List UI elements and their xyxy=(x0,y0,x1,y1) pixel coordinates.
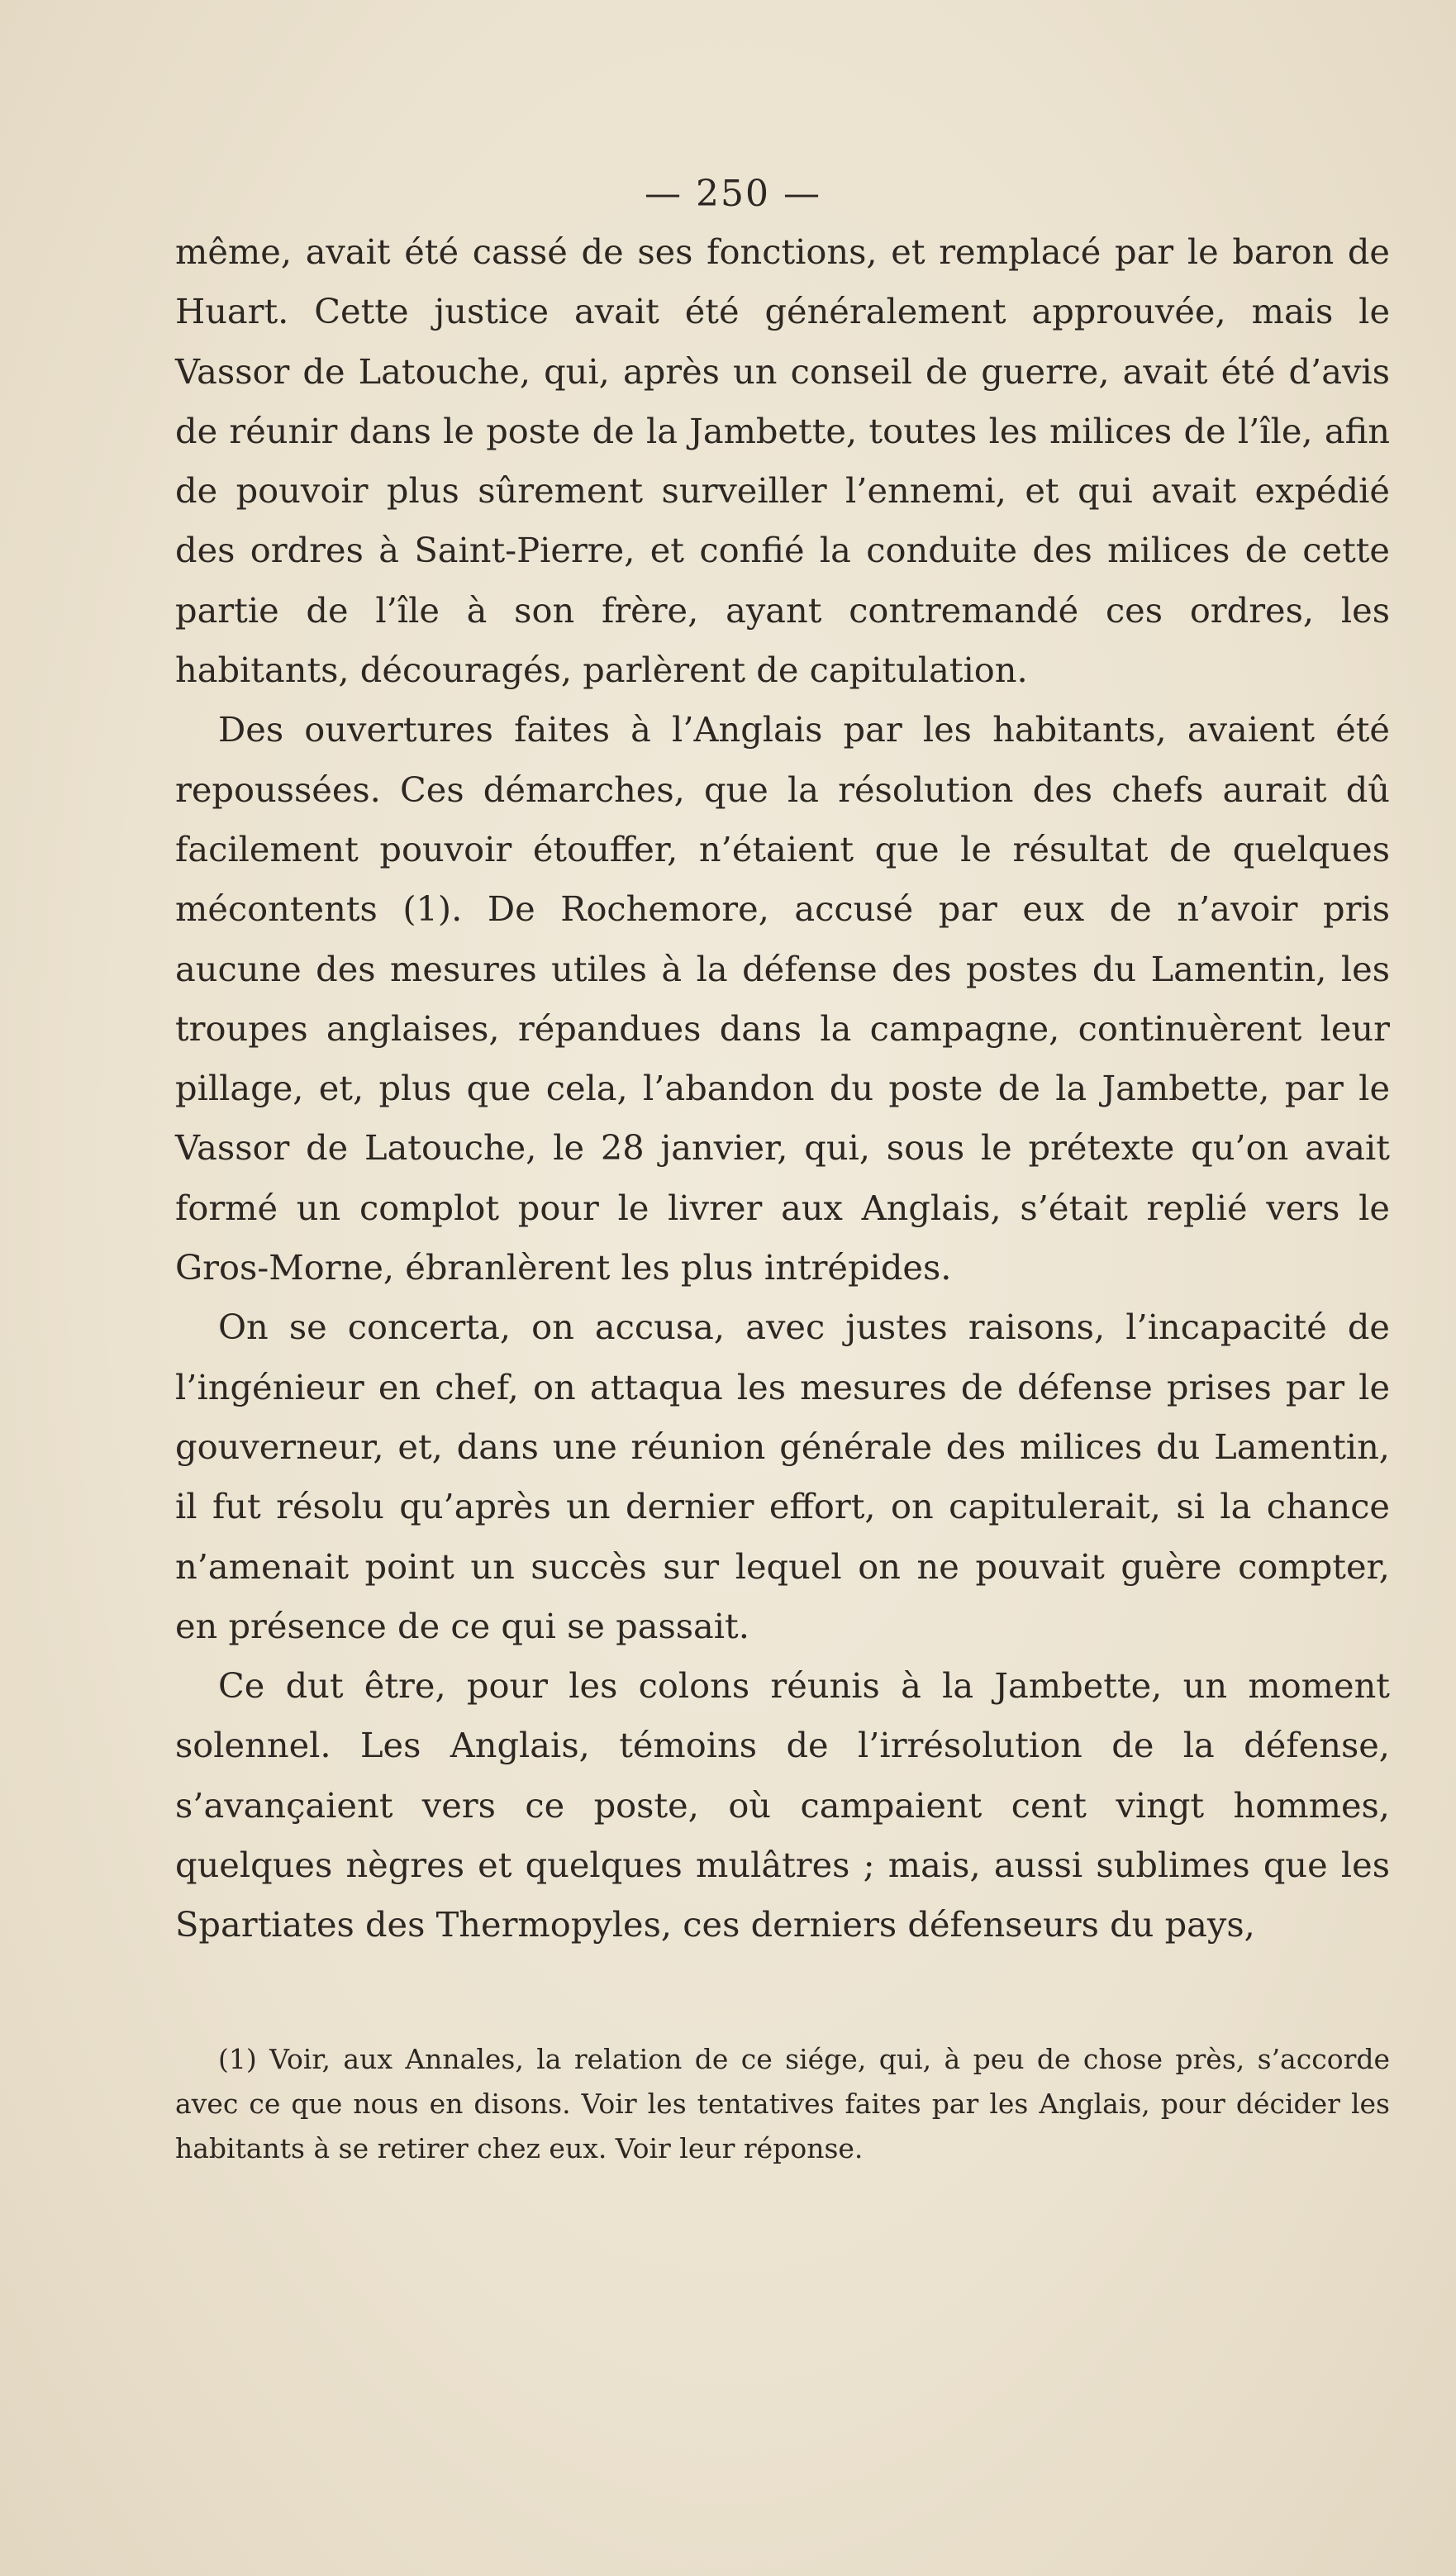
paragraph-2: Des ouvertures faites à l’Anglais par les habitants, avaient été repoussées. Ces démarches, que la résolution des chefs aurait dû facilement pouvoir étouffer, n’étaient que le résultat de quelques mécontents (1). De Rochemore, accusé par eux de n’avoir pris aucune des mesures utiles à la défense des postes du Lamentin, les troupes anglaises, répandues dans la campagne, continuèrent leur pillage, et, plus que cela, l’abandon du poste de la Jambette, par le Vassor de Latouche, le 28 janvier, qui, sous le prétexte qu’on avait formé un complot pour le livrer aux Anglais, s’était replié vers le Gros-Morne, ébranlèrent les plus intrépides. xyxy=(175,709,1390,1288)
paragraph-3: On se concerta, on accusa, avec justes raisons, l’incapacité de l’ingénieur en chef, on attaqua les mesures de défense prises par le gouverneur, et, dans une réunion générale des milices du Lamentin, il fut résolu qu’après un dernier effort, on capitulerait, si la chance n’amenait point un succès sur lequel on ne pouvait guère compter, en présence de ce qui se passait. xyxy=(175,1307,1390,1646)
paragraph-4: Ce dut être, pour les colons réunis à la Jambette, un moment solennel. Les Anglais, témoins de l’irrésolution de la défense, s’avançaient vers ce poste, où campaient cent vingt hommes, quelques nègres et quelques mulâtres ; mais, aussi sublimes que les Spartiates des Thermopyles, ces derniers défenseurs du pays, xyxy=(175,1665,1390,1945)
paragraph-1: même, avait été cassé de ses fonctions, et remplacé par le baron de Huart. Cette justice avait été généralement approuvée, mais le Vassor de Latouche, qui, après un conseil de guerre, avait été d’avis de réunir dans le poste de la Jambette, toutes les milices de l’île, afin de pouvoir plus sûrement surveiller l’ennemi, et qui avait expédié des ordres à Saint-Pierre, et confié la conduite des milices de cette partie de l’île à son frère, ayant contremandé ces ordres, les habitants, découragés, parlèrent de capitulation. xyxy=(175,231,1390,691)
page-body xyxy=(175,169,1390,1955)
page-number: — 250 — xyxy=(645,173,821,215)
footnote-1: (1) Voir, aux Annales, la relation de ce siége, qui, à peu de chose près, s’accorde avec ce que nous en disons. Voir les tentatives faites par les Anglais, pour décider les habitants à se retirer chez eux. Voir leur réponse. xyxy=(175,2043,1390,2164)
footnotes xyxy=(175,2037,1390,2171)
